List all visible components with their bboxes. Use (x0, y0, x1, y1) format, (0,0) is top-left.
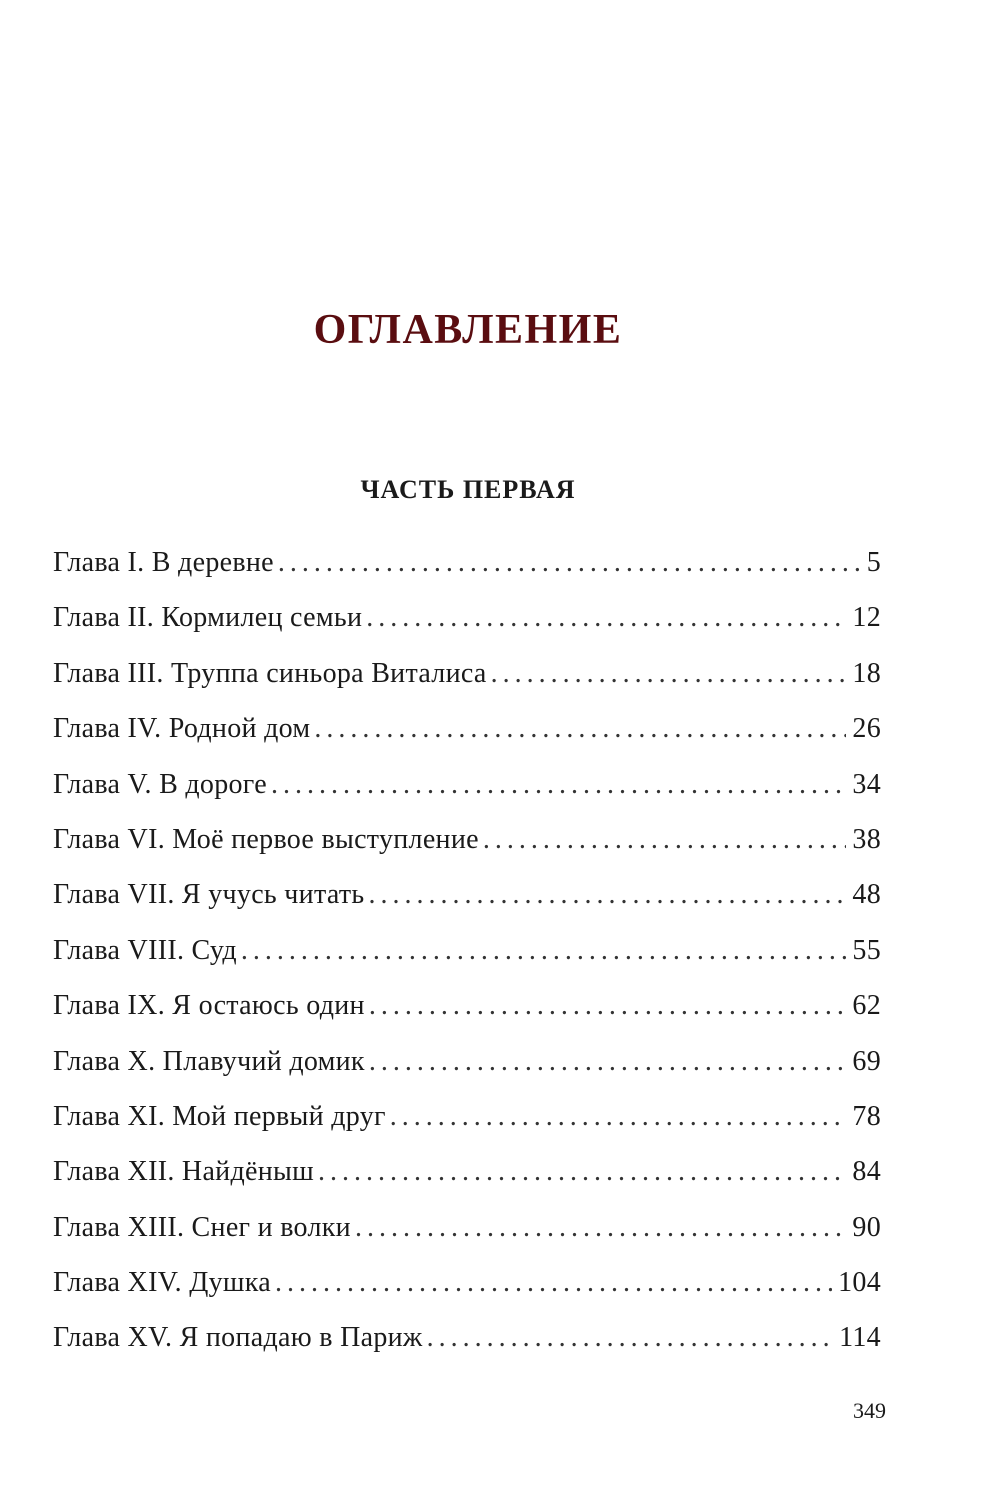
toc-entry-title: Глава XI. Мой первый друг (53, 1100, 386, 1132)
toc-entry-title: Глава II. Кормилец семьи (53, 602, 363, 634)
toc-entry[interactable] (53, 1039, 881, 1094)
toc-entry[interactable] (53, 762, 881, 817)
toc-entry[interactable] (53, 872, 881, 927)
toc-entry-page: 114 (839, 1322, 881, 1354)
toc-leader-dots (355, 1205, 846, 1251)
toc-entry-title: Глава XII. Найдёныш (53, 1156, 314, 1188)
toc-entry[interactable] (53, 817, 881, 872)
toc-entry-page: 84 (852, 1156, 881, 1188)
toc-entry[interactable] (53, 540, 881, 595)
toc-entry-page: 48 (852, 879, 881, 911)
toc-entry[interactable] (53, 706, 881, 761)
toc-entry-page: 69 (852, 1045, 881, 1077)
toc-entry-page: 5 (866, 547, 881, 578)
toc-entry-title: Глава XIII. Снег и волки (53, 1211, 351, 1243)
toc-entry-page: 38 (852, 823, 881, 855)
toc-entry[interactable] (53, 595, 881, 650)
toc-entry[interactable] (53, 928, 881, 983)
toc-leader-dots (369, 983, 847, 1029)
toc-leader-dots (314, 706, 846, 752)
toc-entry-title: Глава VII. Я учусь читать (53, 879, 365, 911)
toc-entry-title: Глава I. В деревне (53, 547, 274, 578)
toc-entry-page: 78 (852, 1100, 881, 1132)
toc-entry-page: 34 (852, 768, 881, 800)
part-heading: ЧАСТЬ ПЕРВАЯ (360, 475, 576, 504)
toc-entry-title: Глава VIII. Суд (53, 934, 237, 966)
toc-leader-dots (271, 762, 846, 808)
table-of-contents (53, 540, 881, 1371)
page-title: ОГЛАВЛЕНИЕ (313, 307, 623, 353)
toc-entry-title: Глава V. В дороге (53, 768, 267, 800)
page-number: 349 (853, 1398, 886, 1423)
toc-entry[interactable] (53, 1315, 881, 1370)
toc-entry[interactable] (53, 1205, 881, 1260)
toc-leader-dots (318, 1149, 846, 1195)
toc-leader-dots (241, 928, 846, 974)
toc-entry[interactable] (53, 983, 881, 1038)
toc-entry-page: 104 (838, 1267, 881, 1299)
toc-entry-title: Глава IV. Родной дом (53, 713, 311, 745)
toc-entry-title: Глава X. Плавучий домик (53, 1045, 365, 1077)
toc-leader-dots (275, 1260, 832, 1306)
toc-leader-dots (278, 540, 861, 586)
toc-entry-title: Глава VI. Моё первое выступление (53, 823, 479, 855)
toc-entry-page: 18 (852, 657, 881, 689)
toc-leader-dots (427, 1315, 834, 1361)
toc-entry[interactable] (53, 651, 881, 706)
toc-entry[interactable] (53, 1149, 881, 1204)
toc-leader-dots (491, 651, 847, 697)
toc-entry-title: Глава IX. Я остаюсь один (53, 990, 365, 1022)
toc-entry-page: 12 (852, 602, 881, 634)
toc-leader-dots (368, 872, 846, 918)
toc-entry-title: Глава XIV. Душка (53, 1267, 271, 1299)
toc-entry-page: 62 (852, 990, 881, 1022)
toc-leader-dots (369, 1039, 847, 1085)
toc-entry[interactable] (53, 1094, 881, 1149)
toc-leader-dots (366, 595, 846, 641)
toc-entry-page: 55 (852, 934, 881, 966)
toc-entry-title: Глава III. Труппа синьора Виталиса (53, 657, 487, 689)
toc-entry-title: Глава XV. Я попадаю в Париж (53, 1322, 423, 1354)
toc-entry-page: 90 (852, 1211, 881, 1243)
toc-entry[interactable] (53, 1260, 881, 1315)
toc-leader-dots (390, 1094, 847, 1140)
toc-entry-page: 26 (852, 713, 881, 745)
toc-leader-dots (483, 817, 847, 863)
